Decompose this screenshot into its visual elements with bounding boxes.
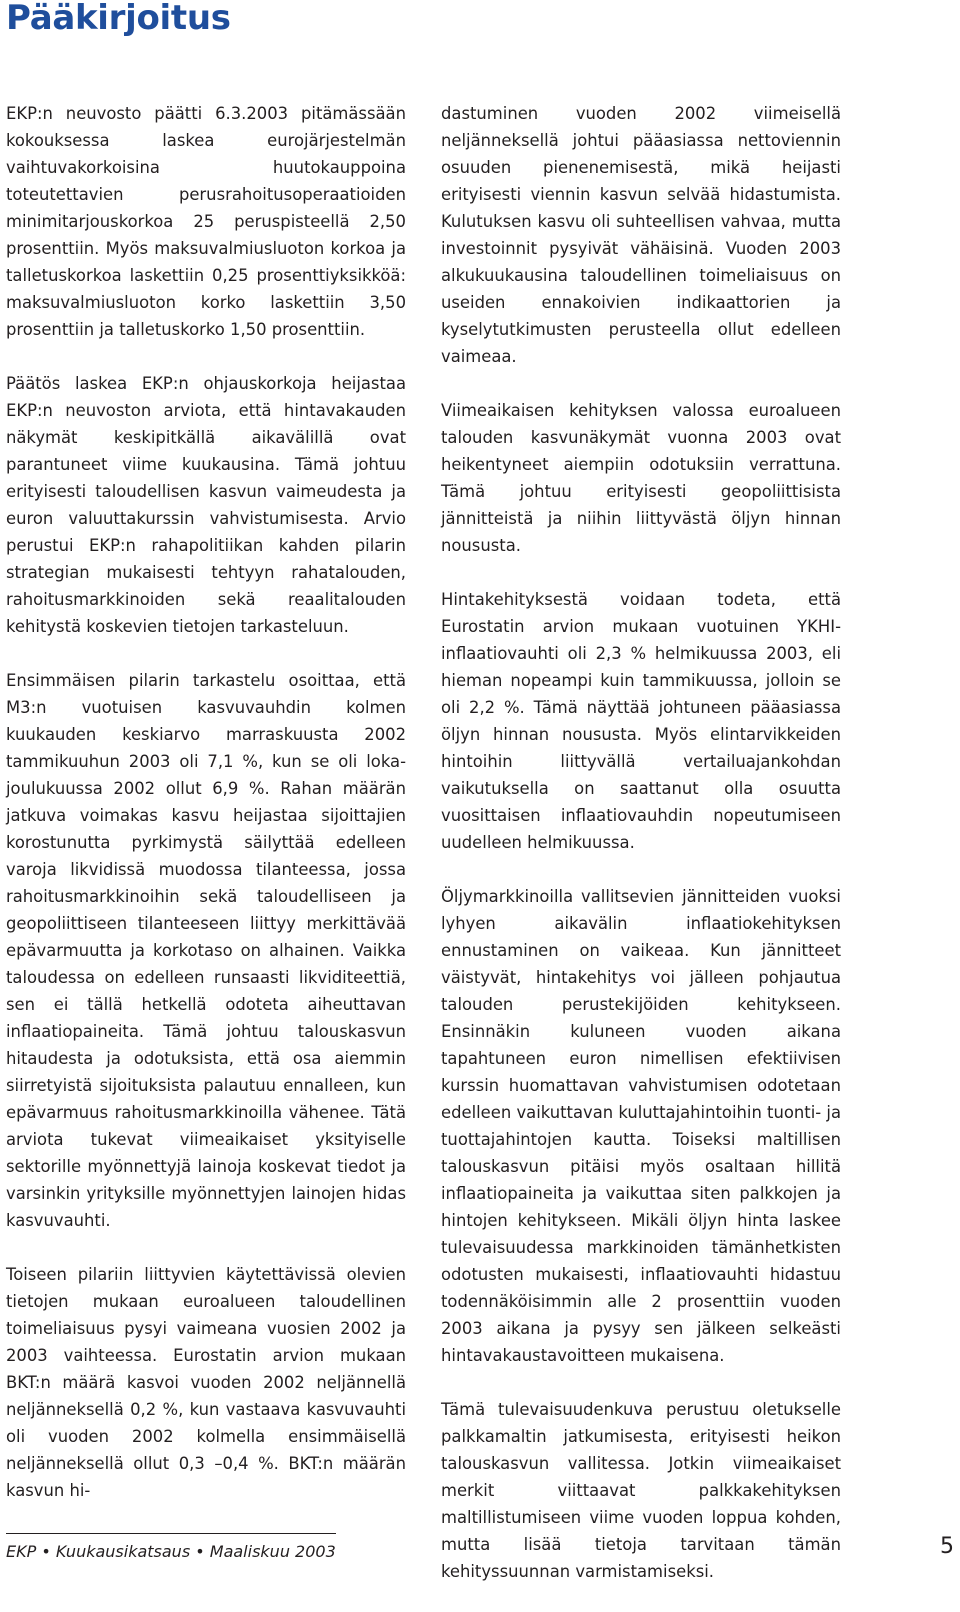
paragraph: dastuminen vuoden 2002 viimeisellä neljänneksellä johtui pääasiassa nettoviennin osuuden pienenemisestä, mikä heijasti erityisesti viennin kasvun selvää hidastumista. Kulutuksen kasvu oli suhteellisen vahvaa, mutta investoinnit pysyivät vähäisinä. Vuoden 2003 alkukuukausina taloudellinen toimeliaisuus on useiden ennakoivien indikaattorien ja kyselytutkimusten perusteella ollut edelleen vaimeaa. [441, 104, 841, 366]
paragraph: Toiseen pilariin liittyvien käytettävissä olevien tietojen mukaan euroalueen taloudellinen toimeliaisuus pysyi vaimeana vuosien 2002 ja 2003 vaihteessa. Eurostatin arvion mukaan BKT:n määrä kasvoi vuoden 2002 neljännellä neljänneksellä 0,2 %, kun vastaava kasvuvauhti oli vuoden 2002 kolmella ensimmäisellä neljänneksellä ollut 0,3 –0,4 %. BKT:n määrän kasvun hi- [6, 1265, 406, 1500]
paragraph: Tämä tulevaisuudenkuva perustuu oletukselle palkkamaltin jatkumisesta, erityisesti heikon talouskasvun vallitessa. Jotkin viimeaikaiset merkit viittaavat palkkakehityksen maltillistumiseen viime vuoden loppua kohden, mutta lisää tietoja tarvitaan tämän kehityssuunnan varmistamiseksi. [441, 1400, 841, 1581]
page-title: Pääkirjoitus [6, 0, 231, 38]
paragraph: Ensimmäisen pilarin tarkastelu osoittaa, että M3:n vuotuisen kasvuvauhdin kolmen kuukauden keskiarvo marraskuusta 2002 tammikuuhun 2003 oli 7,1 %, kun se oli loka-joulukuussa 2002 ollut 6,9 %. Rahan määrän jatkuva voimakas kasvu heijastaa sijoittajien korostunutta pyrkimystä säilyttää edelleen varoja likvidissä muodossa tilanteessa, jossa rahoitusmarkkinoihin sekä taloudelliseen ja geopoliittiseen tilanteeseen liittyy merkittävää epävarmuutta ja korkotaso on alhainen. Vaikka taloudessa on edelleen runsaasti likviditeettiä, sen ei tällä hetkellä odoteta aiheuttavan inflaatiopaineita. Tämä johtuu talouskasvun hitaudesta ja odotuksista, että osa aiemmin siirretyistä sijoituksista palautuu ennalleen, kun epävarmuus rahoitusmarkkinoilla vähenee. Tätä arviota tukevat viimeaikaiset yksityiselle sektorille myönnettyjä lainoja koskevat tiedot ja varsinkin yrityksille myönnettyjen lainojen hidas kasvuvauhti. [6, 671, 406, 1230]
footer-publication-line: EKP • Kuukausikatsaus • Maaliskuu 2003 [6, 1542, 336, 1561]
paragraph: EKP:n neuvosto päätti 6.3.2003 pitämässään kokouksessa laskea eurojärjestelmän vaihtuvakorkoisina huutokauppoina toteutettavien perusrahoitusoperaatioiden minimitarjouskorkoa 25 peruspisteellä 2,50 prosenttiin. Myös maksuvalmiusluoton korkoa ja talletuskorkoa laskettiin 0,25 prosenttiyksikköä: maksuvalmiusluoton korko laskettiin 3,50 prosenttiin ja talletuskorko 1,50 prosenttiin. [6, 104, 406, 339]
paragraph: Hintakehityksestä voidaan todeta, että Eurostatin arvion mukaan vuotuinen YKHI-inflaatiovauhti oli 2,3 % helmikuussa 2003, eli hieman nopeampi kuin tammikuussa, jolloin se oli 2,2 %. Tämä näyttää johtuneen pääasiassa öljyn hinnan noususta. Myös elintarvikkeiden hintoihin liittyvällä vertailuajankohdan vaikutuksella on saattanut olla osuutta vuosittaisen inflaatiovauhdin nopeutumiseen uudelleen helmikuussa. [441, 590, 841, 852]
paragraph: Öljymarkkinoilla vallitsevien jännitteiden vuoksi lyhyen aikavälin inflaatiokehityksen ennustaminen on vaikeaa. Kun jännitteet väistyvät, hintakehitys voi jälleen pohjautua talouden perustekijöiden kehitykseen. Ensinnäkin kuluneen vuoden aikana tapahtuneen euron nimellisen efektiivisen kurssin huomattavan vahvistumisen odotetaan edelleen vaikuttavan kuluttajahintoihin tuonti- ja tuottajahintojen kautta. Toiseksi maltillisen talouskasvun pitäisi myös osaltaan hillitä inflaatiopaineita ja vaikuttaa siten palkkojen ja hintojen kehitykseen. Mikäli öljyn hinta laskee tulevaisuudessa markkinoiden tämänhetkisten odotusten mukaisesti, inflaatiovauhti hidastuu todennäköisimmin alle 2 prosenttiin vuoden 2003 aikana ja pysyy sen jälkeen selkeästi hintavakaustavoitteen mukaisena. [441, 887, 841, 1365]
paragraph: Päätös laskea EKP:n ohjauskorkoja heijastaa EKP:n neuvoston arviota, että hintavakauden näkymät keskipitkällä aikavälillä ovat parantuneet viime kuukausina. Tämä johtuu erityisesti taloudellisen kasvun vaimeudesta ja euron valuuttakurssin vahvistumisesta. Arvio perustui EKP:n rahapolitiikan kahden pilarin strategian mukaisesti tehtyyn rahatalouden, rahoitusmarkkinoiden sekä reaalitalouden kehitystä koskevien tietojen tarkasteluun. [6, 374, 406, 636]
paragraph: Viimeaikaisen kehityksen valossa euroalueen talouden kasvunäkymät vuonna 2003 ovat heikentyneet aiempiin odotuksiin verrattuna. Tämä johtuu erityisesti geopoliittisista jännitteistä ja niihin liittyvästä öljyn hinnan noususta. [441, 401, 841, 555]
left-column [6, 100, 406, 1531]
footer-divider [6, 1533, 336, 1534]
page-number: 5 [940, 1534, 954, 1559]
right-column [441, 100, 841, 1612]
